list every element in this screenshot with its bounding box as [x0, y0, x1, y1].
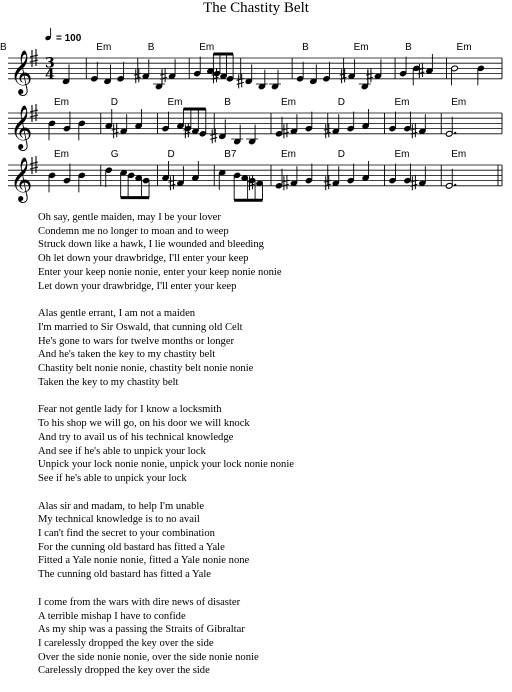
lyric-line: Condemn me no longer to moan and to weep [38, 225, 229, 237]
lyric-line: See if he's able to unpick your lock [38, 472, 187, 484]
chord-symbol: Em [167, 97, 183, 108]
lyric-line: Fear not gentle lady for I know a locksmith [38, 404, 222, 416]
stanza [38, 307, 498, 389]
lyric-line: And try to avail us of his technical knowledge [38, 431, 234, 443]
chord-symbol: Em [281, 97, 296, 108]
sharp-icon [134, 68, 141, 83]
lyric-line: I come from the wars with dire news of disaster [38, 596, 241, 608]
chord-symbol: Em [199, 42, 215, 53]
chord-symbol: Em [353, 42, 369, 53]
sharp-icon [366, 68, 373, 83]
chord-symbol: Em [394, 149, 410, 160]
chord-symbol: Em [394, 97, 410, 108]
sharp-icon [410, 123, 417, 138]
lyric-line: And he's taken the key to my chastity belt [38, 349, 216, 361]
lyric-line: For the cunning old bastard has fitted a Yale [38, 541, 225, 553]
page-title: The Chastity Belt [203, 0, 309, 16]
lyric-line: He's gone to wars for twelve months or longer [38, 335, 235, 347]
lyric-line: I can't find the secret to your combination [38, 528, 215, 540]
sharp-icon [324, 123, 331, 138]
sharp-icon [168, 175, 175, 190]
sharp-icon [160, 68, 167, 83]
sharp-icon [282, 123, 289, 138]
lyric-line: A terrible mishap I have to confide [38, 610, 186, 622]
treble-clef-icon: 𝄞 [10, 49, 33, 94]
lyric-line: Fitted a Yale nonie nonie, fitted a Yale nonie none [38, 555, 250, 567]
chord-symbol: Em [451, 97, 467, 108]
lyric-line: Let down your drawbridge, I'll enter your keep [38, 280, 237, 292]
lyric-line: And see if he's able to unpick your lock [38, 445, 206, 457]
sharp-icon [340, 68, 347, 83]
chord-symbol: D [337, 149, 345, 160]
time-signature-top: 3 [45, 55, 55, 72]
dot [454, 132, 456, 134]
dot [454, 184, 456, 186]
treble-clef-icon: 𝄞 [10, 104, 33, 149]
chord-symbol: D [167, 149, 175, 160]
chord-symbol: Em [96, 42, 112, 53]
stanza [38, 403, 498, 485]
chord-symbol: Em [54, 97, 69, 108]
lyric-line: Over the side nonie nonie, over the side nonie nonie [38, 651, 259, 663]
chord-symbol: B [302, 42, 309, 53]
lyric-line: I'm married to Sir Oswald, that cunning old Celt [38, 321, 243, 333]
lyric-line: As my ship was a passing the Straits of Gibraltar [38, 624, 245, 636]
lyric-line: Alas gentle errant, I am not a maiden [38, 308, 196, 320]
sharp-icon [324, 175, 331, 190]
chord-symbol: B [0, 42, 7, 53]
lyrics [38, 211, 498, 692]
lyric-line: To his shop we will go, on his door we will knock [38, 418, 250, 430]
chord-symbol: B [405, 42, 412, 53]
lyric-line: Chastity belt nonie nonie, chastity belt nonie nonie [38, 363, 254, 375]
stanza [38, 500, 498, 582]
stanza [38, 596, 498, 678]
lyric-line: Oh say, gentle maiden, may I be your lover [38, 212, 221, 223]
chord-symbol: D [110, 97, 118, 108]
lyric-line: The cunning old bastard has fitted a Yale [38, 569, 211, 581]
staff-system [8, 97, 502, 145]
chord-symbol: B [147, 42, 155, 53]
sharp-icon [210, 128, 217, 143]
lyric-line: I carelessly dropped the key over the side [38, 637, 214, 649]
lyric-line: Carelessly dropped the key over the side [38, 665, 210, 677]
sheet-music [0, 0, 512, 205]
time-signature-bottom: 4 [45, 66, 55, 83]
lyric-line: Unpick your lock nonie nonie, unpick your lock nonie nonie [38, 459, 294, 471]
sharp-icon [410, 175, 417, 190]
lyric-line: Alas sir and madam, to help I'm unable [38, 500, 205, 512]
chord-symbol: Em [451, 149, 467, 160]
staff-system [8, 149, 502, 200]
lyric-line: My technical knowledge is to no avail [38, 514, 200, 526]
chord-symbol: Em [456, 42, 472, 53]
treble-clef-icon: 𝄞 [10, 156, 33, 201]
chord-symbol: Em [281, 149, 296, 160]
lyric-line: Struck down like a hawk, I lie wounded and bleeding [38, 239, 264, 251]
chord-symbol: B [224, 97, 231, 108]
lyric-line: Enter your keep nonie nonie, enter your keep nonie nonie [38, 266, 282, 278]
sharp-icon [237, 73, 244, 88]
chord-symbol: G [110, 149, 119, 160]
sharp-icon [417, 63, 424, 78]
chord-symbol: Em [54, 149, 69, 160]
chord-symbol: D [337, 97, 345, 108]
tempo-marking: = 100 [56, 33, 82, 44]
staff-system [0, 28, 502, 90]
stanza [38, 211, 498, 293]
chord-symbol: B7 [224, 149, 237, 160]
lyric-line: Oh let down your drawbridge, I'll enter your keep [38, 253, 249, 265]
sharp-icon [112, 123, 119, 138]
lyric-line: Taken the key to my chastity belt [38, 376, 179, 388]
sharp-icon [282, 175, 289, 190]
